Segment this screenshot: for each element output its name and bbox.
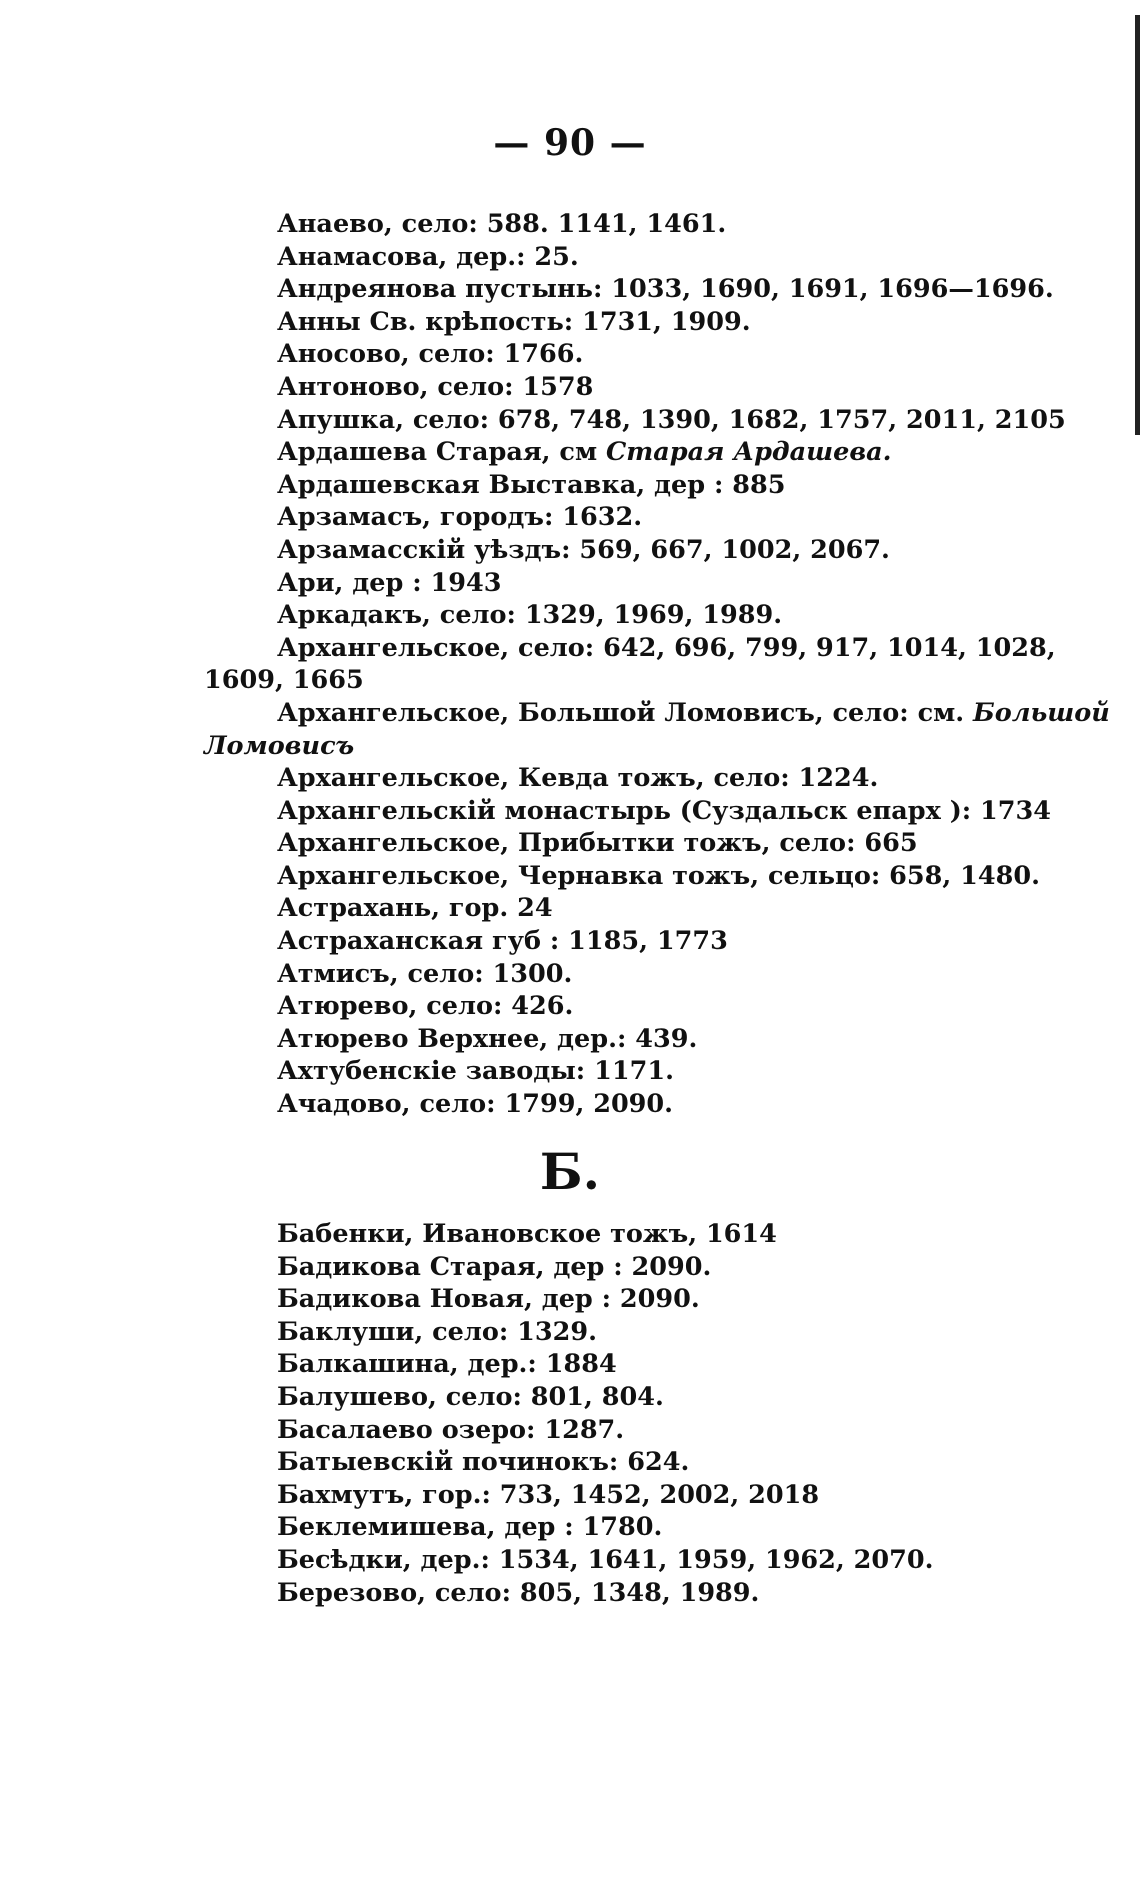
index-entry	[0, 1479, 1140, 1512]
index-entry-main: Ари, дер : 1943	[277, 567, 502, 598]
index-entry	[0, 469, 1140, 502]
index-entry	[0, 534, 1140, 567]
index-entry	[0, 762, 1140, 795]
index-entry-text	[0, 697, 1140, 730]
index-entry-text	[0, 1577, 1140, 1610]
index-entry-text	[0, 1479, 1140, 1512]
index-entry-main: Атюрево Верхнее, дер.: 439.	[277, 1023, 698, 1054]
index-entry-main: Архангельское, Прибытки тожъ, село: 665	[277, 828, 918, 859]
index-entry-main: Беклемишева, дер : 1780.	[277, 1512, 663, 1543]
index-entry	[0, 1316, 1140, 1349]
index-entry-main: Бесѣдки, дер.: 1534, 1641, 1959, 1962, 2070.	[277, 1544, 934, 1575]
index-entry-main: Архангельское, Большой Ломовисъ, село: см.	[277, 697, 965, 728]
index-entry-main: Атмисъ, село: 1300.	[277, 958, 573, 989]
index-entry-main: Апушка, село: 678, 748, 1390, 1682, 1757, 2011, 2105	[277, 404, 1066, 435]
index-entry-main: Архангельскій монастырь (Суздальск епарх ): 1734	[277, 795, 1052, 826]
index-entry-text	[0, 599, 1140, 632]
index-entry	[0, 501, 1140, 534]
index-entry-main: Балкашина, дер.: 1884	[277, 1349, 617, 1380]
index-entry-text	[0, 1414, 1140, 1447]
index-entry	[0, 338, 1140, 371]
index-entry	[0, 892, 1140, 925]
index-entry-main: Басалаево озеро: 1287.	[277, 1414, 625, 1445]
index-entry-main: Арзамасскій уѣздъ: 569, 667, 1002, 2067.	[277, 534, 890, 565]
index-entry	[0, 241, 1140, 274]
index-entry-text	[0, 306, 1140, 339]
index-entry	[0, 1381, 1140, 1414]
index-entry-main: Андреянова пустынь: 1033, 1690, 1691, 1696—1696.	[277, 274, 1054, 305]
index-entry-continuation: Ломовисъ	[204, 730, 355, 761]
index-entry	[0, 208, 1140, 241]
index-entry-main: Анны Св. крѣпость: 1731, 1909.	[277, 306, 751, 337]
index-entry	[0, 1218, 1140, 1251]
index-entry	[0, 925, 1140, 958]
index-entry	[0, 1023, 1140, 1056]
index-entry	[0, 1088, 1140, 1121]
index-entry-text	[0, 338, 1140, 371]
index-entry-main: Астрахань, гор. 24	[277, 893, 553, 924]
index-entry-main: Антоново, село: 1578	[277, 371, 594, 402]
index-entry-text	[0, 1055, 1140, 1088]
index-entry-text	[0, 208, 1140, 241]
index-entry-text	[0, 1251, 1140, 1284]
index-entry-main: Анамасова, дер.: 25.	[277, 241, 579, 272]
index-entry	[0, 404, 1140, 437]
index-entry-text	[0, 436, 1140, 469]
index-entry	[0, 306, 1140, 339]
index-entry-text	[0, 567, 1140, 600]
index-entry-main: Архангельское, Кевда тожъ, село: 1224.	[277, 763, 879, 794]
index-entry-text	[0, 1023, 1140, 1056]
index-entry-text	[0, 892, 1140, 925]
page-number: — 90 —	[493, 122, 647, 164]
index-entry-text	[0, 273, 1140, 306]
index-entry	[0, 1055, 1140, 1088]
index-entry-text	[0, 1446, 1140, 1479]
index-entry-text	[0, 925, 1140, 958]
index-entry-crossref: Большой	[973, 697, 1110, 728]
index-entry	[0, 567, 1140, 600]
index-entry-main: Батыевскій починокъ: 624.	[277, 1447, 690, 1478]
index-entry-main: Баклуши, село: 1329.	[277, 1316, 597, 1347]
index-entry-text	[0, 1348, 1140, 1381]
index-entry-text	[0, 1218, 1140, 1251]
index-entry	[0, 1577, 1140, 1610]
index-entry-text	[0, 632, 1140, 665]
index-entry-text	[0, 795, 1140, 828]
index-entry-text	[0, 1316, 1140, 1349]
index-entry-text	[0, 404, 1140, 437]
index-entry	[0, 697, 1140, 762]
index-entry	[0, 1511, 1140, 1544]
index-entry-main: Ачадово, село: 1799, 2090.	[277, 1089, 674, 1120]
index-entry	[0, 827, 1140, 860]
index-entry-main: Архангельское, село: 642, 696, 799, 917, 1014, 1028,	[277, 632, 1056, 663]
index-entry-text	[0, 1544, 1140, 1577]
index-entry-main: Аносово, село: 1766.	[277, 339, 584, 370]
index-entry-main: Анаево, село: 588. 1141, 1461.	[277, 209, 727, 239]
index-entry-continuation: 1609, 1665	[204, 665, 364, 696]
index-entry-text	[0, 1381, 1140, 1414]
index-entry	[0, 1544, 1140, 1577]
index-entry-text	[0, 534, 1140, 567]
index-entry	[0, 795, 1140, 828]
index-entry	[0, 958, 1140, 991]
index-entry-text	[0, 1088, 1140, 1121]
index-entry-main: Архангельское, Чернавка тожъ, сельцо: 658, 1480.	[277, 860, 1040, 891]
index-entry-text	[0, 241, 1140, 274]
index-entry-text	[0, 827, 1140, 860]
index-entry-main: Астраханская губ : 1185, 1773	[277, 926, 728, 957]
index-entry	[0, 1283, 1140, 1316]
index-entry-text	[0, 958, 1140, 991]
index-entry	[0, 599, 1140, 632]
index-entry-text	[0, 1283, 1140, 1316]
index-entry-main: Аркадакъ, село: 1329, 1969, 1989.	[277, 600, 783, 631]
section-heading-b: Б.	[539, 1142, 601, 1201]
index-entry-main: Ахтубенскіе заводы: 1171.	[277, 1056, 674, 1087]
index-entry-main: Бадикова Старая, дер : 2090.	[277, 1251, 712, 1282]
index-section-b	[0, 1218, 1140, 1609]
index-entry-main: Балушево, село: 801, 804.	[277, 1381, 664, 1412]
index-section-a	[0, 208, 1140, 1121]
index-entry	[0, 371, 1140, 404]
index-entry	[0, 1348, 1140, 1381]
index-entry	[0, 860, 1140, 893]
index-entry-text	[0, 501, 1140, 534]
index-entry	[0, 436, 1140, 469]
index-entry-text	[0, 469, 1140, 502]
index-entry-main: Бахмутъ, гор.: 733, 1452, 2002, 2018	[277, 1479, 820, 1510]
index-entry-text	[0, 371, 1140, 404]
index-entry	[0, 632, 1140, 697]
index-entry	[0, 1251, 1140, 1284]
index-entry-main: Арзамасъ, городъ: 1632.	[277, 502, 643, 533]
index-entry-main: Бабенки, Ивановское тожъ, 1614	[277, 1219, 777, 1249]
index-entry-text	[0, 762, 1140, 795]
index-entry	[0, 1446, 1140, 1479]
index-entry-main: Ардашевская Выставка, дер : 885	[277, 469, 786, 500]
index-entry	[0, 273, 1140, 306]
index-entry-text	[0, 1511, 1140, 1544]
index-entry-main: Березово, село: 805, 1348, 1989.	[277, 1577, 760, 1608]
index-entry	[0, 1414, 1140, 1447]
index-entry-main: Атюрево, село: 426.	[277, 991, 574, 1022]
index-entry-text	[0, 860, 1140, 893]
index-entry-main: Бадикова Новая, дер : 2090.	[277, 1284, 700, 1315]
index-entry-main: Ардашева Старая, см	[277, 437, 598, 468]
index-entry-crossref: Старая Ардашева.	[606, 437, 892, 468]
index-entry-text	[0, 990, 1140, 1023]
index-entry	[0, 990, 1140, 1023]
